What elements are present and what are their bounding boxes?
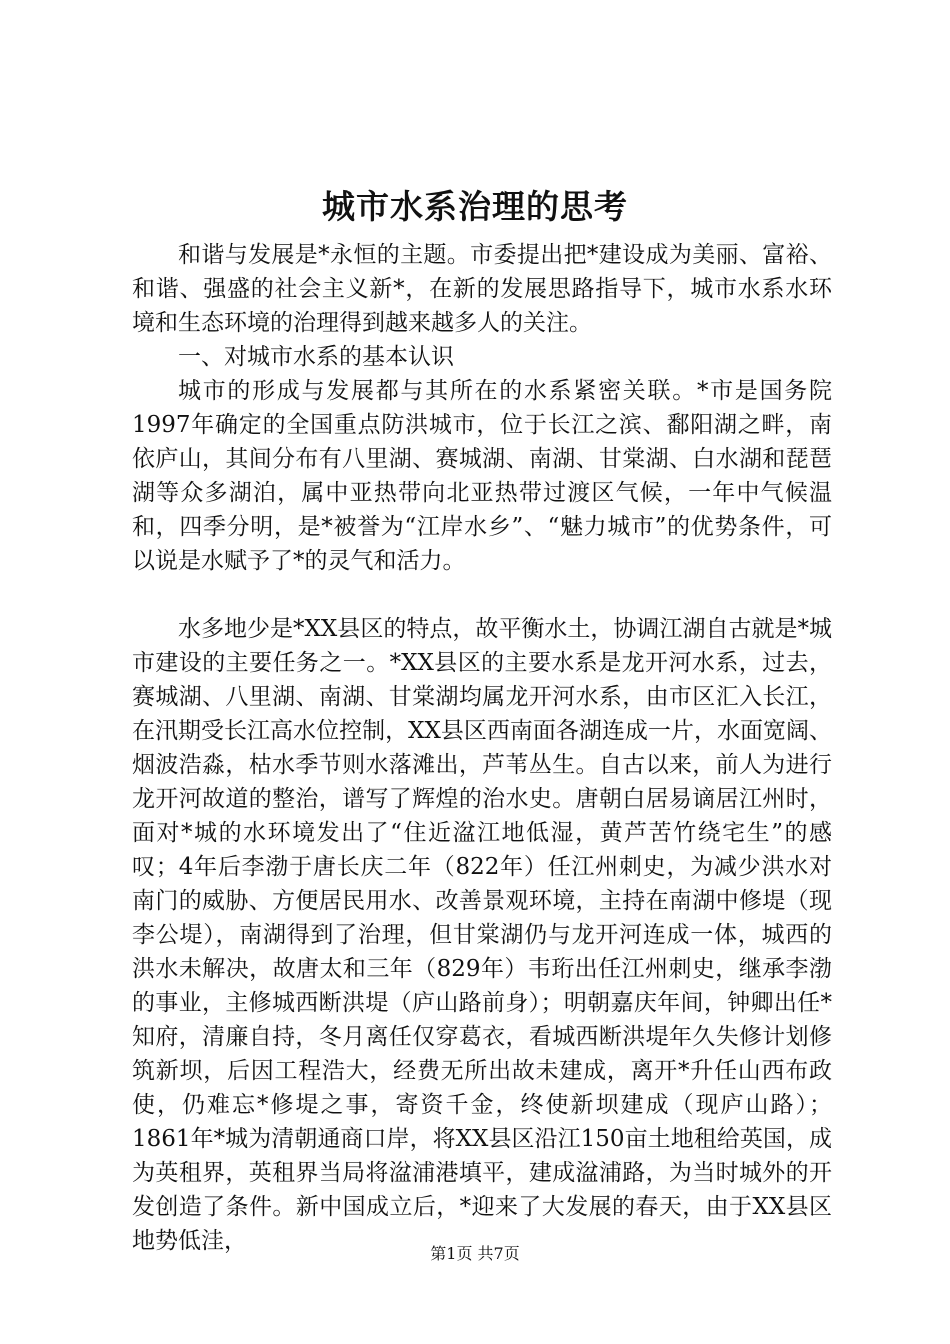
body-paragraph: 城市的形成与发展都与其所在的水系紧密关联。*市是国务院1997年确定的全国重点防洪城市，位于长江之滨、鄱阳湖之畔，南依庐山，其间分布有八里湖、赛城湖、南湖、甘棠湖、白水湖和琵琶湖等众多湖泊，属中亚热带向北亚热带过渡区气候，一年中气候温和，四季分明，是*被誉为“江岸水乡”、“魅力城市”的优势条件，可以说是水赋予了*的灵气和活力。 (132, 378, 832, 574)
document-body (132, 238, 832, 1258)
body-paragraph: 水多地少是*XX县区的特点，故平衡水土，协调江湖自古就是*城市建设的主要任务之一。*XX县区的主要水系是龙开河水系，过去，赛城湖、八里湖、南湖、甘棠湖均属龙开河水系，由市区汇入长江，在汛期受长江高水位控制，XX县区西南面各湖连成一片，水面宽阔、烟波浩淼，枯水季节则水落滩出，芦苇丛生。自古以来，前人为进行龙开河故道的整治，谱写了辉煌的治水史。唐朝白居易谪居江州时，面对*城的水环境发出了“住近湓江地低湿，黄芦苦竹绕宅生”的感叹；4年后李渤于唐长庆二年（822年）任江州刺史，为减少洪水对南门的威胁、方便居民用水、改善景观环境，主持在南湖中修堤（现李公堤），南湖得到了治理，但甘棠湖仍与龙开河连成一体，城西的洪水未解决，故唐太和三年（829年）韦珩出任江州刺史，继承李渤的事业，主修城西断洪堤（庐山路前身）；明朝嘉庆年间，钟卿出任*知府，清廉自持，冬月离任仅穿葛衣，看城西断洪堤年久失修计划修筑新坝，后因工程浩大，经费无所出故未建成，离开*升任山西布政使，仍难忘*修堤之事，寄资千金，终使新坝建成（现庐山路）；1861年*城为清朝通商口岸，将XX县区沿江150亩土地租给英国，成为英租界，英租界当局将湓浦港填平，建成湓浦路，为当时城外的开发创造了条件。新中国成立后，*迎来了大发展的春天，由于XX县区地势低洼， (132, 616, 832, 1254)
intro-paragraph: 和谐与发展是*永恒的主题。市委提出把*建设成为美丽、富裕、和谐、强盛的社会主义新*，在新的发展思路指导下，城市水系水环境和生态环境的治理得到越来越多人的关注。 (132, 242, 832, 336)
page-number: 第1页 共7页 (430, 1244, 520, 1263)
document-title: 城市水系治理的思考 (322, 187, 628, 226)
section-heading: 一、对城市水系的基本认识 (178, 344, 454, 370)
